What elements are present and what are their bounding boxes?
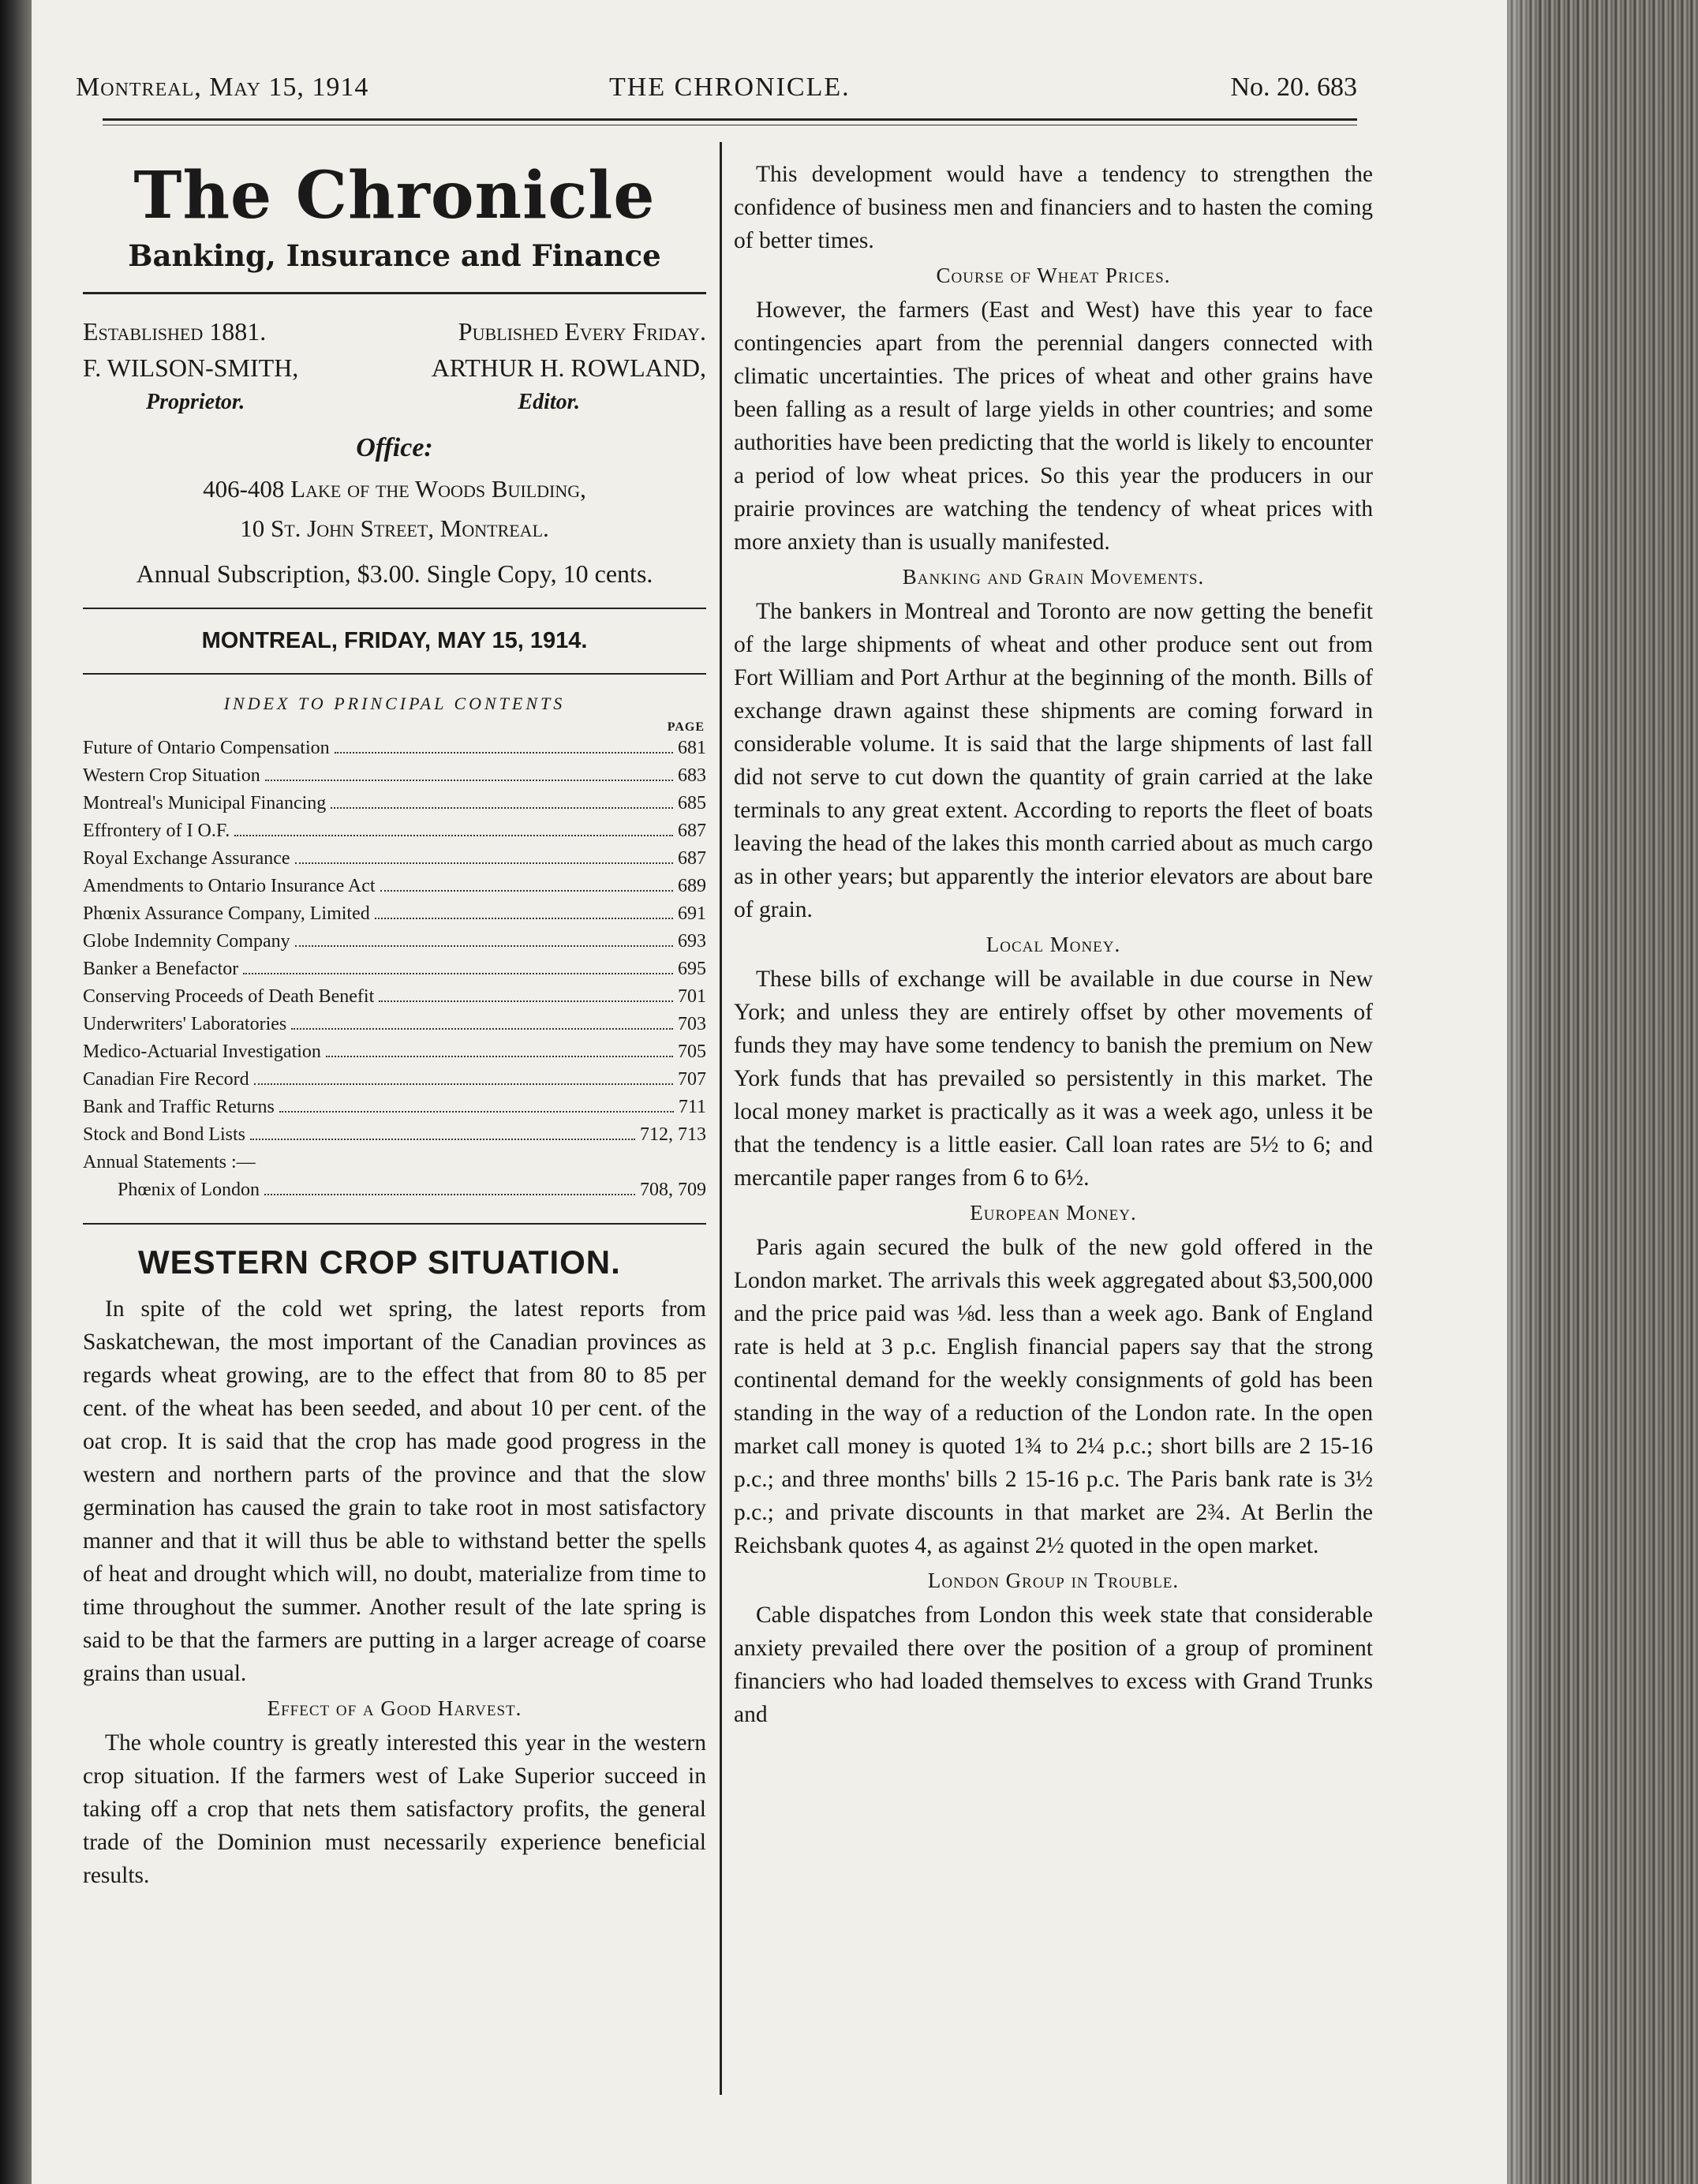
- index-item: Future of Ontario Compensation 681: [83, 738, 706, 758]
- right-column: [734, 158, 1373, 1731]
- established-text: Established 1881.: [83, 317, 267, 346]
- article-paragraph: These bills of exchange will be available in due course in New York; and unless they are entirely offset by other movements of funds they may have some tendency to banish the premium on New York funds that has prevailed so persistently in this market. The local money market is practically as it was a week ago, unless it be that the tendency is a little easier. Call loan rates are 5½ to 6; and mercantile paper ranges from 6 to 6½.: [734, 967, 1373, 1191]
- article-paragraph: This development would have a tendency to strengthen the confidence of business men and financiers and to hasten the coming of better times.: [734, 162, 1373, 253]
- publisher-names-row: [83, 350, 706, 386]
- running-head: [47, 73, 1357, 112]
- article-paragraph: Cable dispatches from London this week state that considerable anxiety prevailed there over the position of a group of prominent financiers who had loaded themselves to excess with Grand Trunks and: [734, 1602, 1373, 1727]
- book-page-edges: [1507, 0, 1698, 2184]
- rule: [83, 673, 706, 675]
- address-line-1: 406-408 Lake of the Woods Building,: [203, 475, 586, 503]
- editor-role: Editor.: [518, 390, 580, 414]
- index-item: Phœnix of London 708, 709: [118, 1180, 706, 1200]
- office-label: Office:: [356, 433, 433, 462]
- index-item: Royal Exchange Assurance 687: [83, 848, 706, 869]
- index-item: Conserving Proceeds of Death Benefit 701: [83, 986, 706, 1007]
- section-subhead: Course of Wheat Prices.: [936, 264, 1171, 287]
- masthead-subtitle: Banking, Insurance and Finance: [128, 238, 661, 273]
- publication-info-row: [83, 313, 706, 350]
- index-item: Montreal's Municipal Financing 685: [83, 793, 706, 813]
- dateline: MONTREAL, FRIDAY, MAY 15, 1914.: [201, 628, 588, 653]
- index-item: Amendments to Ontario Insurance Act 689: [83, 876, 706, 896]
- index-item: Bank and Traffic Returns 711: [83, 1097, 706, 1117]
- article-paragraph: In spite of the cold wet spring, the latest reports from Saskatchewan, the most important of the Canadian provinces as regards wheat growing, are to the effect that from 80 to 85 per cent. of the wheat has been seeded, and about 10 per cent. of the oat crop. It is said that the crop has made good progress in the western and northern parts of the province and that the slow germination has caused the grain to take root in most satisfactory manner and that it will thus be able to withstand better the spells of heat and drought which will, no doubt, materialize from time to time throughout the summer. Another result of the late spring is said to be that the farmers are putting in a larger acreage of coarse grains than usual.: [83, 1296, 706, 1686]
- index-item: Effrontery of I O.F. 687: [83, 821, 706, 841]
- column-divider: [720, 142, 722, 2095]
- index-annual-statements-label: Annual Statements :—: [83, 1152, 256, 1172]
- index-page-label: PAGE: [667, 720, 705, 734]
- page-number: No. 20. 683: [1230, 73, 1357, 102]
- masthead-rule: [83, 292, 706, 294]
- index-item: Western Crop Situation 683: [83, 765, 706, 786]
- article-paragraph: The whole country is greatly interested this year in the western crop situation. If the farmers west of Lake Superior succeed in taking off a crop that nets them satisfactory profits, the general trade of the Dominion must necessarily experience beneficial results.: [83, 1730, 706, 1888]
- publisher-roles-row: [83, 386, 706, 419]
- index-item: Underwriters' Laboratories 703: [83, 1014, 706, 1034]
- proprietor-role: Proprietor.: [146, 390, 245, 414]
- address-line-2: 10 St. John Street, Montreal.: [240, 514, 549, 542]
- index-heading: INDEX TO PRINCIPAL CONTENTS: [223, 694, 566, 713]
- scan-shadow-left: [0, 0, 32, 2184]
- section-subhead: Effect of a Good Harvest.: [267, 1696, 522, 1720]
- subscription-text: Annual Subscription, $3.00. Single Copy, 10 cents.: [136, 559, 653, 588]
- index-item: Stock and Bond Lists 712, 713: [83, 1124, 706, 1145]
- proprietor-name: F. WILSON-SMITH,: [83, 353, 299, 382]
- masthead-title: The Chronicle: [133, 158, 656, 234]
- article-title: WESTERN CROP SITUATION.: [138, 1243, 621, 1281]
- section-subhead: Banking and Grain Movements.: [902, 565, 1205, 589]
- office-address: [83, 469, 706, 548]
- index-list: [83, 735, 706, 1204]
- article-paragraph: Paris again secured the bulk of the new gold offered in the London market. The arrivals this week aggregated about $3,500,000 and the price paid was ⅛d. less than a week ago. Bank of England rate is held at 3 p.c. English financial papers say that the strong continental demand for the weekly consignments of gold has been standing in the way of a reduction of the London rate. In the open market call money is quoted 1¾ to 2¼ p.c.; short bills are 2 15-16 p.c.; and three months' bills 2 15-16 p.c. The Paris bank rate is 3½ p.c.; and private discounts in that market are 2¾. At Berlin the Reichsbank quotes 4, as against 2½ quoted in the open market.: [734, 1235, 1373, 1558]
- section-subhead: European Money.: [970, 1201, 1137, 1225]
- left-column: [83, 142, 706, 1892]
- section-subhead: London Group in Trouble.: [927, 1569, 1180, 1592]
- header-rule: [103, 118, 1357, 121]
- running-head-left: Montreal, May 15, 1914: [76, 73, 369, 102]
- article-paragraph: The bankers in Montreal and Toronto are now getting the benefit of the large shipments of wheat and other produce sent out from Fort William and Port Arthur at the beginning of the month. Bills of exchange drawn against these shipments are coming forward in considerable volume. It is said that the large shipments of last fall did not serve to cut down the quantity of grain carried at the lake terminals to any great extent. According to reports the fleet of boats leaving the head of the lakes this month carried about as much cargo as in other years; but apparently the interior elevators are about bare of grain.: [734, 599, 1373, 922]
- index-item: Phœnix Assurance Company, Limited 691: [83, 903, 706, 924]
- published-text: Published Every Friday.: [458, 317, 706, 346]
- editor-name: ARTHUR H. ROWLAND,: [431, 353, 706, 382]
- article-paragraph: However, the farmers (East and West) have this year to face contingencies apart from the perennial dangers connected with climatic uncertainties. The prices of wheat and other grains have been falling as a result of large yields in other countries; and some authorities have been predicting that the world is likely to encounter a period of low wheat prices. So this year the producers in our prairie provinces are watching the tendency of wheat prices with more anxiety than is usually manifested.: [734, 297, 1373, 555]
- index-item: Globe Indemnity Company 693: [83, 931, 706, 952]
- rule: [83, 1223, 706, 1225]
- index-item: Canadian Fire Record 707: [83, 1069, 706, 1090]
- rule: [83, 608, 706, 609]
- index-item: Medico-Actuarial Investigation 705: [83, 1042, 706, 1062]
- running-head-title: THE CHRONICLE.: [609, 73, 851, 102]
- section-subhead: Local Money.: [986, 933, 1121, 956]
- index-item: Banker a Benefactor 695: [83, 959, 706, 979]
